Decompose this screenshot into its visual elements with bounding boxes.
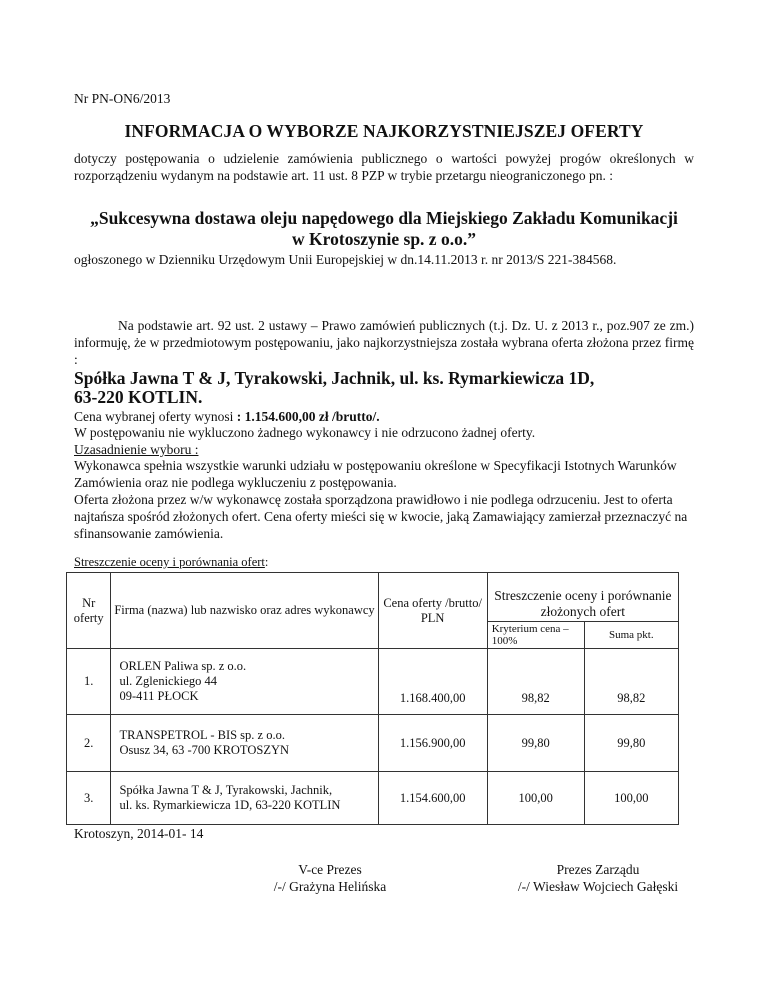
cell-firm [111,649,378,715]
summary-heading-suffix: : [264,555,269,569]
justification-heading: Uzasadnienie wyboru : [74,442,199,457]
cell-nr: 3. [67,772,111,825]
firm-name: TRANSPETROL - BIS sp. z o.o. [119,728,285,742]
signature-president [478,861,718,895]
firm-name: ORLEN Paliwa sp. z o.o. [119,659,247,673]
firm-name: Spółka Jawna T & J, Tyrakowski, Jachnik, [119,783,333,797]
table-row [67,715,679,772]
signature-role: Prezes Zarządu [556,862,640,877]
cell-price: 1.154.600,00 [378,772,487,825]
offers-comparison-table [66,572,679,825]
header-price: Cena oferty /brutto/ PLN [378,573,487,649]
price-value: : 1.154.600,00 zł /brutto/. [233,409,380,424]
signature-vice-president [230,861,430,895]
cell-criterion: 99,80 [487,715,584,772]
legal-basis-paragraph: Na podstawie art. 92 ust. 2 ustawy – Prawo zamówień publicznych (t.j. Dz. U. z 2013 r., poz.907 ze zm.) informuję, że w przedmiotowym postępowaniu, jako najkorzystniejsza została wybrana oferta złożona przez firmę : [74,318,694,367]
table-row [67,772,679,825]
cell-nr: 1. [67,649,111,715]
cell-firm [111,715,378,772]
firm-address-1: ul. ks. Rymarkiewicza 1D, 63-220 KOTLIN [119,798,341,812]
signature-role: V-ce Prezes [298,862,362,877]
cell-criterion: 100,00 [487,772,584,825]
price-label: Cena wybranej oferty wynosi [74,409,234,424]
intro-paragraph: dotyczy postępowania o udzielenie zamówienia publicznego o wartości powyżej progów określonych w rozporządzeniu wydanym na podstawie art. 11 ust. 8 PZP w trybie przetargu nieograniczonego pn. : [74,151,694,183]
cell-sum: 99,80 [584,715,678,772]
cell-sum: 100,00 [584,772,678,825]
announcement-paragraph: ogłoszonego w Dzienniku Urzędowym Unii Europejskiej w dn.14.11.2013 r. nr 2013/S 221-384568. [74,252,617,267]
header-summary: Streszczenie oceny i porównanie złożonych ofert [487,573,678,622]
place-and-date: Krotoszyn, 2014-01- 14 [74,826,204,841]
cell-price: 1.168.400,00 [378,649,487,715]
cell-nr: 2. [67,715,111,772]
cell-criterion: 98,82 [487,649,584,715]
winner-firm [74,369,694,407]
no-exclusion-statement: W postępowaniu nie wykluczono żadnego wykonawcy i nie odrzucono żadnej oferty. [74,425,536,440]
header-criterion: Kryterium cena – 100% [487,622,584,649]
header-nr: Nr oferty [67,573,111,649]
cell-firm [111,772,378,825]
subject-line-1: „Sukcesywna dostawa oleju napędowego dla Miejskiego Zakładu Komunikacji [90,208,678,228]
table-row [67,649,679,715]
firm-address-1: Osusz 34, 63 -700 KROTOSZYN [119,743,290,757]
winner-line-1: Spółka Jawna T & J, Tyrakowski, Jachnik, ul. ks. Rymarkiewicza 1D, [74,368,595,388]
signature-name: /-/ Grażyna Helińska [273,879,387,894]
document-title: INFORMACJA O WYBORZE NAJKORZYSTNIEJSZEJ OFERTY [124,121,644,141]
selected-offer-price [74,408,714,425]
firm-address-2: 09-411 PŁOCK [119,689,199,703]
header-sum: Suma pkt. [584,622,678,649]
document-number: Nr PN-ON6/2013 [74,91,171,106]
procurement-subject [74,208,694,250]
subject-line-2: w Krotoszynie sp. z o.o.” [292,229,476,249]
firm-address-1: ul. Zglenickiego 44 [119,674,217,688]
winner-line-2: 63-220 KOTLIN. [74,387,203,407]
summary-heading-text: Streszczenie oceny i porównania ofert [74,555,265,569]
summary-heading [74,554,714,571]
cell-sum: 98,82 [584,649,678,715]
signature-name: /-/ Wiesław Wojciech Gałęski [517,879,679,894]
header-firm: Firma (nazwa) lub nazwisko oraz adres wykonawcy [111,573,378,649]
table-header-row [67,573,679,622]
justification-text-2: Oferta złożona przez w/w wykonawcę została sporządzona prawidłowo i nie podlega odrzuceniu. Jest to oferta najtańsza spośród złożonych ofert. Cena oferty mieści się w kwocie, jaką Zamawiający zamierzał przeznaczyć na sfinansowanie zamówienia. [74,492,688,541]
justification-text: Wykonawca spełnia wszystkie warunki udziału w postępowaniu określone w Specyfikacji Istotnych Warunków Zamówienia oraz nie podlega wykluczeniu z postępowania. [74,458,677,490]
cell-price: 1.156.900,00 [378,715,487,772]
